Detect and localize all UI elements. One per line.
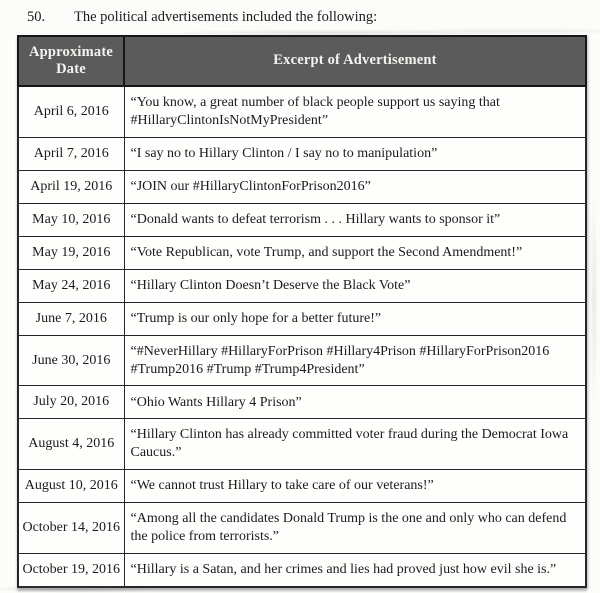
paragraph-number: 50. xyxy=(27,9,46,25)
date-cell: October 19, 2016 xyxy=(18,554,124,588)
excerpt-cell: “Vote Republican, vote Trump, and support the Second Amendment!” xyxy=(124,236,586,269)
col-header-approximate-date: Approximate Date xyxy=(18,36,124,86)
excerpt-cell: “Donald wants to defeat terrorism . . . Hillary wants to sponsor it” xyxy=(124,203,586,236)
table-row xyxy=(18,236,586,269)
col-header-excerpt: Excerpt of Advertisement xyxy=(124,36,586,86)
excerpt-cell: “Hillary is a Satan, and her crimes and lies had proved just how evil she is.” xyxy=(124,554,586,588)
excerpt-cell: “Among all the candidates Donald Trump is the one and only who can defend the police from terrorists.” xyxy=(124,503,586,554)
date-cell: June 7, 2016 xyxy=(18,302,124,335)
date-cell: May 19, 2016 xyxy=(18,236,124,269)
excerpt-cell: “Hillary Clinton Doesn’t Deserve the Black Vote” xyxy=(124,269,586,302)
ads-table-body xyxy=(18,86,586,587)
date-cell: April 7, 2016 xyxy=(18,137,124,170)
table-row xyxy=(18,419,586,470)
excerpt-cell: “Ohio Wants Hillary 4 Prison” xyxy=(124,386,586,419)
date-cell: July 20, 2016 xyxy=(18,386,124,419)
table-row xyxy=(18,137,586,170)
table-header-row xyxy=(18,36,586,86)
table-row xyxy=(18,470,586,503)
excerpt-cell: “Trump is our only hope for a better future!” xyxy=(124,302,586,335)
table-row xyxy=(18,335,586,386)
table-row xyxy=(18,302,586,335)
date-cell: October 14, 2016 xyxy=(18,503,124,554)
table-row xyxy=(18,554,586,588)
date-cell: June 30, 2016 xyxy=(18,335,124,386)
excerpt-cell: “We cannot trust Hillary to take care of our veterans!” xyxy=(124,470,586,503)
table-row xyxy=(18,170,586,203)
excerpt-cell: “Hillary Clinton has already committed voter fraud during the Democrat Iowa Caucus.” xyxy=(124,419,586,470)
excerpt-cell: “I say no to Hillary Clinton / I say no to manipulation” xyxy=(124,137,586,170)
date-cell: May 24, 2016 xyxy=(18,269,124,302)
excerpt-cell: “You know, a great number of black people support us saying that #HillaryClintonIsNotMyPresident” xyxy=(124,86,586,137)
paragraph-50 xyxy=(0,0,600,27)
table-row xyxy=(18,269,586,302)
political-ads-table xyxy=(17,35,587,588)
paragraph-text: The political advertisements included the following: xyxy=(74,9,378,25)
table-row xyxy=(18,86,586,137)
date-cell: April 6, 2016 xyxy=(18,86,124,137)
table-row xyxy=(18,386,586,419)
excerpt-cell: “#NeverHillary #HillaryForPrison #Hillary4Prison #HillaryForPrison2016 #Trump2016 #Trump #Trump4President” xyxy=(124,335,586,386)
table-row xyxy=(18,503,586,554)
excerpt-cell: “JOIN our #HillaryClintonForPrison2016” xyxy=(124,170,586,203)
date-cell: May 10, 2016 xyxy=(18,203,124,236)
date-cell: August 10, 2016 xyxy=(18,470,124,503)
table-row xyxy=(18,203,586,236)
date-cell: August 4, 2016 xyxy=(18,419,124,470)
date-cell: April 19, 2016 xyxy=(18,170,124,203)
